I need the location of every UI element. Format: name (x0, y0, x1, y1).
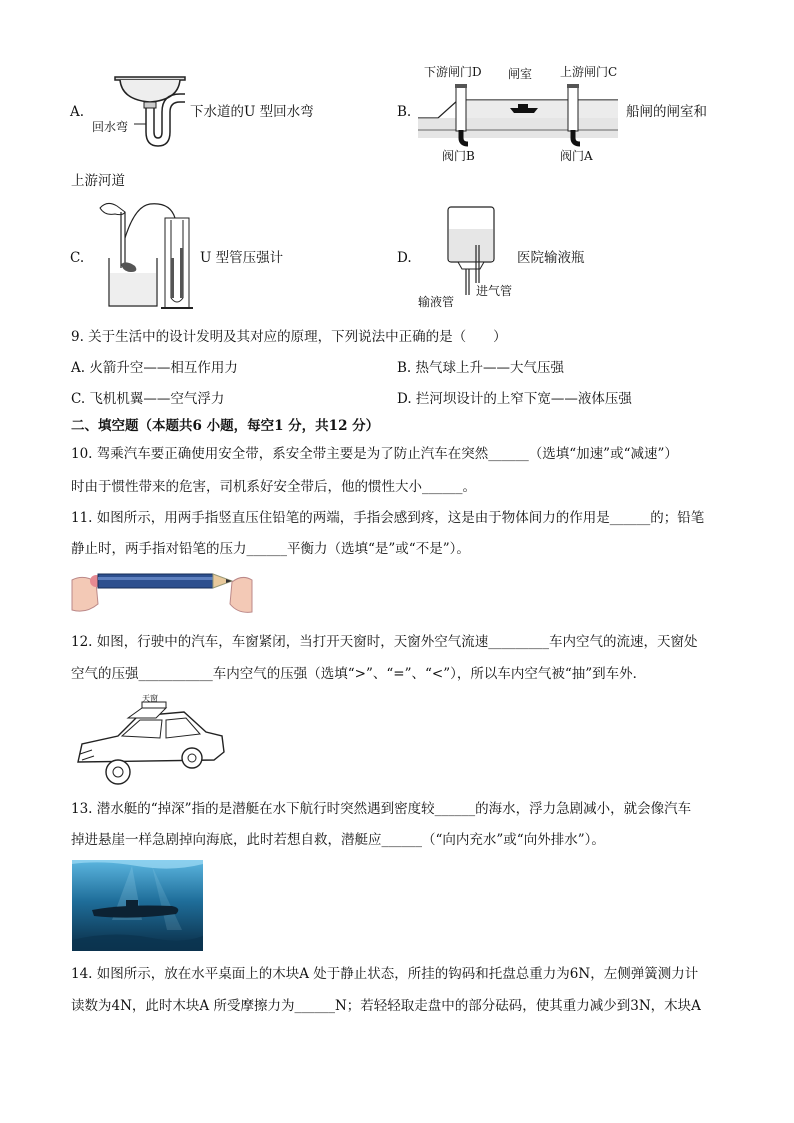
q11-line1: 11. 如图所示，用两手指竖直压住铅笔的两端，手指会感到疼，这是由于物体间力的作用是______的；铅笔 (71, 510, 705, 526)
option-b-letter: B. (397, 104, 412, 120)
q14-line2: 读数为4N，此时木块A 所受摩擦力为______N；若轻轻取走盘中的部分砝码，使其重力减少到3N，木块A (71, 998, 701, 1014)
gate-d-label: 下游闸门D (424, 65, 482, 79)
option-a-caption: 下水道的U 型回水弯 (190, 104, 314, 120)
option-b-caption-cont: 上游河道 (71, 173, 125, 189)
valve-b-label: 阀门B (442, 149, 475, 163)
option-d-letter: D. (397, 250, 412, 266)
pencil-fingers-figure (72, 570, 252, 618)
lock-chamber-label: 闸室 (508, 67, 533, 81)
valve-a-label: 阀门A (560, 149, 593, 163)
option-a-letter: A. (70, 104, 85, 120)
infusion-bottle-figure (440, 205, 513, 298)
ship-lock-figure (418, 80, 623, 150)
q9-option-c: C. 飞机机翼——空气浮力 (71, 391, 225, 407)
infusion-tube-label: 输液管 (418, 295, 455, 309)
q10-line2: 时由于惯性带来的危害，司机系好安全带后，他的惯性大小______。 (71, 479, 476, 495)
q10-line1: 10. 驾乘汽车要正确使用安全带，系安全带主要是为了防止汽车在突然______（选填“加速”或“减速”） (71, 446, 678, 462)
q13-line2: 掉进悬崖一样急剧掉向海底，此时若想自救，潜艇应______（“向内充水”或“向外排水”）。 (71, 832, 605, 848)
car-sunroof-figure (72, 700, 232, 790)
option-c-caption: U 型管压强计 (200, 250, 284, 266)
q9-stem: 9. 关于生活中的设计发明及其对应的原理，下列说法中正确的是（ ） (71, 329, 507, 345)
q9-option-d: D. 拦河坝设计的上窄下宽——液体压强 (397, 391, 632, 407)
q11-line2: 静止时，两手指对铅笔的压力______平衡力（选填“是”或“不是”）。 (71, 541, 470, 557)
section-heading: 二、填空题（本题共6 小题，每空1 分，共12 分） (71, 418, 380, 434)
option-b-caption: 船闸的闸室和 (626, 104, 707, 120)
q14-line1: 14. 如图所示，放在水平桌面上的木块A 处于静止状态，所挂的钩码和托盘总重力为6N，左侧弹簧测力计 (71, 966, 699, 982)
u-trap-label: 回水弯 (92, 120, 129, 134)
gate-c-label: 上游闸门C (560, 65, 618, 79)
q9-option-a: A. 火箭升空——相互作用力 (71, 360, 238, 376)
q12-line1: 12. 如图，行驶中的汽车，车窗紧闭，当打开天窗时，天窗外空气流速_________车内空气的流速，天窗处 (71, 634, 698, 650)
q9-option-b: B. 热气球上升——大气压强 (397, 360, 565, 376)
air-inlet-label: 进气管 (476, 284, 513, 298)
q12-line2: 空气的压强___________车内空气的压强（选填“>”、“=”、“<”），所以车内空气被“抽”到车外． (71, 666, 647, 682)
q13-line1: 13. 潜水艇的“掉深”指的是潜艇在水下航行时突然遇到密度较______的海水，浮力急剧减小，就会像汽车 (71, 801, 692, 817)
sunroof-label: 天窗 (142, 694, 158, 703)
submarine-photo (72, 860, 203, 951)
option-d-caption: 医院输液瓶 (517, 250, 585, 266)
option-c-letter: C. (70, 250, 85, 266)
u-tube-manometer-figure (95, 198, 205, 313)
